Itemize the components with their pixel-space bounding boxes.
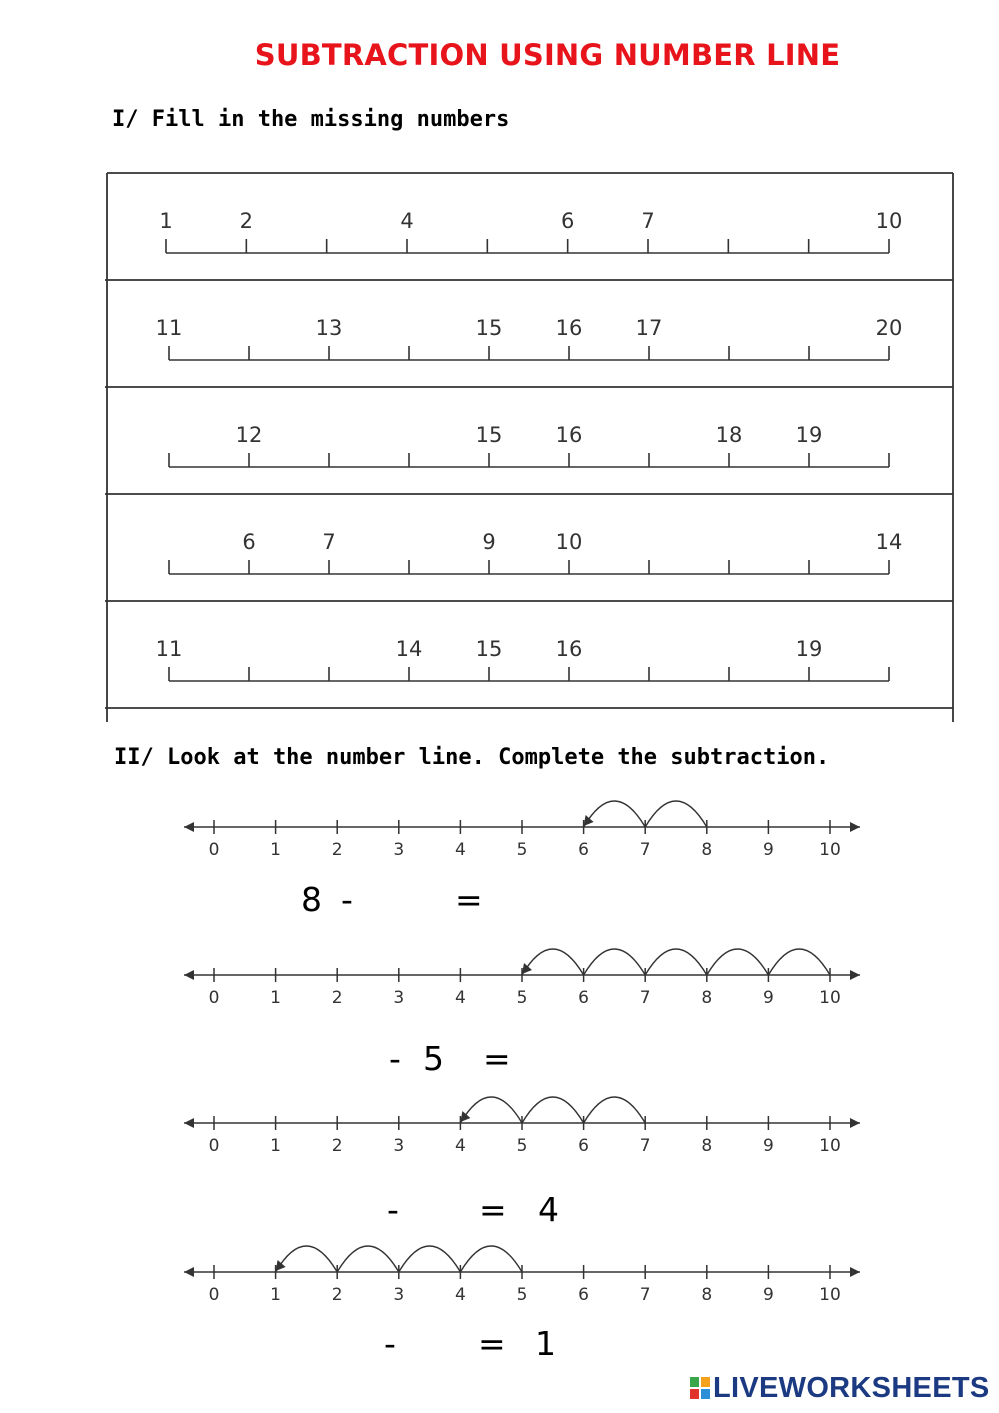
liveworksheets-logo-icon <box>690 1377 710 1399</box>
number-line-label: 15 <box>475 637 503 661</box>
number-line-label: 16 <box>555 637 583 661</box>
subtraction-number-line <box>184 801 860 860</box>
equation-2-equals: = <box>483 1039 511 1078</box>
equation-1-minuend: 8 <box>301 880 322 919</box>
number-line-label: 14 <box>395 637 423 661</box>
tick-label: 1 <box>270 1136 282 1156</box>
number-line-label: 13 <box>315 316 343 340</box>
equation-1-minus: - <box>341 880 353 919</box>
number-line-label: 9 <box>482 530 496 554</box>
equation-4-equals: = <box>478 1324 506 1363</box>
section-1-heading: I/ Fill in the missing numbers <box>112 107 510 132</box>
hop-arc <box>645 801 707 827</box>
subtraction-number-line <box>184 1246 860 1305</box>
tick-label: 10 <box>819 1285 841 1305</box>
tick-label: 5 <box>516 1285 528 1305</box>
number-line-label: 10 <box>875 209 903 233</box>
number-line-row <box>156 316 903 360</box>
hop-arc <box>337 1246 399 1272</box>
tick-label: 4 <box>454 1136 466 1156</box>
number-line-label: 16 <box>555 423 583 447</box>
tick-label: 8 <box>701 988 713 1008</box>
hop-arrowhead <box>584 815 594 826</box>
number-line-label: 14 <box>875 530 903 554</box>
tick-label: 5 <box>516 988 528 1008</box>
tick-label: 0 <box>208 840 220 860</box>
hop-arrowhead <box>276 1260 286 1271</box>
equation-2-minus: - <box>389 1039 401 1078</box>
tick-label: 5 <box>516 1136 528 1156</box>
tick-label: 2 <box>331 1285 343 1305</box>
tick-label: 5 <box>516 840 528 860</box>
hop-arc <box>584 949 646 975</box>
number-line-label: 19 <box>795 423 823 447</box>
tick-label: 3 <box>393 1285 405 1305</box>
number-line-label: 15 <box>475 316 503 340</box>
tick-label: 7 <box>639 1136 651 1156</box>
tick-label: 9 <box>762 1136 774 1156</box>
tick-label: 3 <box>393 840 405 860</box>
liveworksheets-logo <box>690 1372 990 1405</box>
left-arrowhead <box>184 1267 194 1277</box>
tick-label: 1 <box>270 1285 282 1305</box>
number-line-label: 6 <box>560 209 575 233</box>
tick-label: 0 <box>208 1136 220 1156</box>
right-arrowhead <box>850 1267 860 1277</box>
number-line-label: 10 <box>555 530 583 554</box>
tick-label: 6 <box>578 1285 590 1305</box>
tick-label: 8 <box>701 1285 713 1305</box>
tick-label: 0 <box>208 1285 220 1305</box>
tick-label: 3 <box>393 1136 405 1156</box>
tick-label: 7 <box>639 988 651 1008</box>
tick-label: 1 <box>270 840 282 860</box>
equation-3-result: 4 <box>538 1190 559 1229</box>
number-line-label: 19 <box>795 637 823 661</box>
tick-label: 9 <box>762 1285 774 1305</box>
number-line-label: 1 <box>159 209 173 233</box>
hop-arc <box>522 949 584 975</box>
hop-arc <box>584 1097 646 1123</box>
hop-arc <box>460 1097 522 1123</box>
equation-4-result: 1 <box>535 1324 556 1363</box>
number-line-label: 18 <box>715 423 743 447</box>
tick-label: 6 <box>578 988 590 1008</box>
number-line-label: 11 <box>155 316 183 340</box>
hop-arrowhead <box>460 1111 470 1122</box>
tick-label: 2 <box>331 1136 343 1156</box>
number-line-label: 15 <box>475 423 503 447</box>
number-line-row <box>159 209 902 253</box>
left-arrowhead <box>184 822 194 832</box>
equation-2-subtrahend: 5 <box>423 1039 444 1078</box>
tick-label: 7 <box>639 1285 651 1305</box>
equation-3-minus: - <box>387 1190 399 1229</box>
hop-arc <box>522 1097 584 1123</box>
tick-label: 8 <box>701 1136 713 1156</box>
tick-label: 1 <box>270 988 282 1008</box>
tick-label: 0 <box>208 988 220 1008</box>
tick-label: 2 <box>331 988 343 1008</box>
tick-label: 10 <box>819 840 841 860</box>
tick-label: 10 <box>819 1136 841 1156</box>
tick-label: 4 <box>454 1285 466 1305</box>
equation-3-equals: = <box>479 1190 507 1229</box>
subtraction-number-line <box>184 1097 860 1156</box>
liveworksheets-logo-text: LIVEWORKSHEETS <box>713 1372 990 1404</box>
number-line-label: 2 <box>239 209 254 233</box>
subtraction-number-line <box>184 949 860 1008</box>
tick-label: 9 <box>762 988 774 1008</box>
hop-arc <box>645 949 707 975</box>
section-2-heading: II/ Look at the number line. Complete the subtraction. <box>114 745 830 770</box>
number-line-label: 16 <box>555 316 583 340</box>
number-line-row <box>169 423 889 467</box>
right-arrowhead <box>850 1118 860 1128</box>
left-arrowhead <box>184 1118 194 1128</box>
number-line-row <box>156 637 889 681</box>
right-arrowhead <box>850 970 860 980</box>
tick-label: 6 <box>578 840 590 860</box>
tick-label: 3 <box>393 988 405 1008</box>
hop-arc <box>768 949 830 975</box>
hop-arrowhead <box>522 963 532 974</box>
tick-label: 10 <box>819 988 841 1008</box>
number-line-label: 6 <box>242 530 256 554</box>
hop-arc <box>460 1246 522 1272</box>
tick-label: 4 <box>454 840 466 860</box>
number-line-label: 4 <box>400 209 414 233</box>
left-arrowhead <box>184 970 194 980</box>
worksheet-title: SUBTRACTION USING NUMBER LINE <box>254 38 841 72</box>
tick-label: 7 <box>639 840 651 860</box>
hop-arc <box>707 949 769 975</box>
number-line-label: 7 <box>641 209 655 233</box>
hop-arc <box>276 1246 338 1272</box>
number-line-label: 17 <box>635 316 663 340</box>
tick-label: 9 <box>762 840 774 860</box>
number-line-label: 20 <box>875 316 903 340</box>
hop-arc <box>584 801 646 827</box>
number-line-label: 11 <box>155 637 183 661</box>
equation-4-minus: - <box>384 1324 396 1363</box>
hop-arc <box>399 1246 461 1272</box>
number-line-label: 7 <box>322 530 336 554</box>
tick-label: 2 <box>331 840 343 860</box>
tick-label: 4 <box>454 988 466 1008</box>
right-arrowhead <box>850 822 860 832</box>
tick-label: 8 <box>701 840 713 860</box>
number-line-row <box>169 530 902 574</box>
number-line-label: 12 <box>235 423 263 447</box>
equation-1-equals: = <box>455 880 483 919</box>
tick-label: 6 <box>578 1136 590 1156</box>
